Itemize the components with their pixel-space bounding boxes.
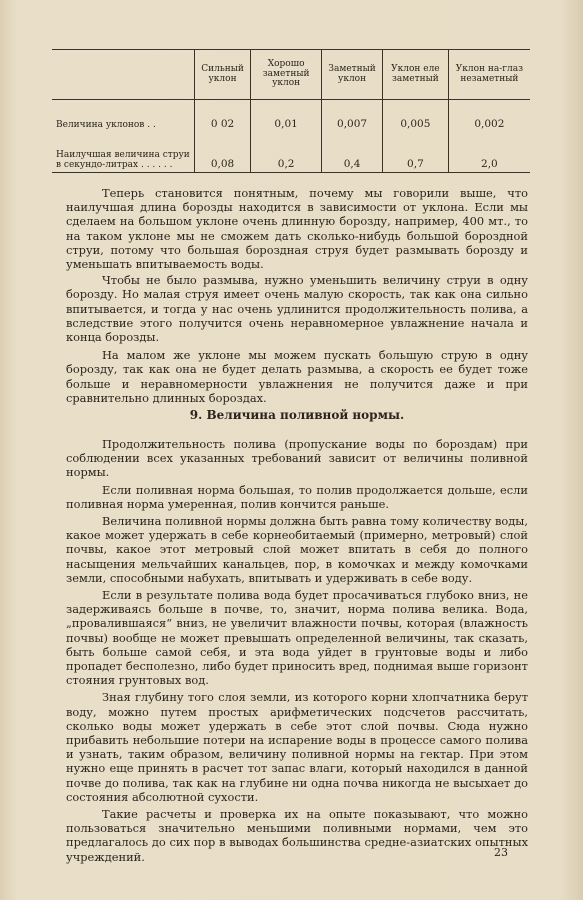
table-cell: 0,002 (448, 100, 530, 131)
section-heading: 9. Величина поливной нормы. (189, 408, 405, 422)
table-row (52, 130, 530, 173)
table-cell: 0,01 (251, 100, 322, 131)
table-header-cell: Сильный уклон (195, 50, 251, 100)
table-header-stub (52, 50, 195, 100)
table-cell: 0,007 (322, 100, 383, 131)
table-cell: 0 02 (195, 100, 251, 131)
paragraph: Чтобы не было размыва, нужно уменьшить величину струи в одну борозду. Но малая струя имеет очень малую скорость, так как она сильно впитывается, и тогда у нас очень удлинится продолжительность полива, а вследствие этого получится очень неравномерное увлажнение начала и конца борозды. (66, 273, 528, 345)
page-number: 23 (494, 846, 508, 859)
table-cell: 2,0 (448, 130, 530, 173)
text-block-upper (66, 186, 528, 405)
paragraph: Величина поливной нормы должна быть равна тому количеству воды, какое может удержать в себе корнеобитаемый (примерно, метровый) слой почвы, какое этот метровый слой может впитать в себя до полного насыщения мельчайших канальцев, пор, в комочках и между комочками земли, способными набухать, впитывать и удерживать в себе воду. (66, 514, 528, 585)
paragraph: На малом же уклоне мы можем пускать большую струю в одну борозду, так как она не будет делать размыва, а скорость ее будет тоже больше и неравномерности увлажнения не получится даже и при сравнительно длинных бороздах. (66, 348, 528, 405)
paragraph: Теперь становится понятным, почему мы говорили выше, что наилучшая длина борозды находится в зависимости от уклона. Если мы сделаем на большом уклоне очень длинную борозду, например, 400 мт., то на таком уклоне мы не сможем дать сколько-нибудь большой бороздной струи, потому что большая бороздная струя будет размывать борозду и уменьшать впитываемость воды. (66, 186, 528, 272)
table-cell: 0,7 (383, 130, 449, 173)
table-row (52, 100, 530, 131)
paragraph: Если в результате полива вода будет просачиваться глубоко вниз, не задерживаясь больше в почве, то, значит, норма полива велика. Вода, „провалившаяся“ вниз, не увеличит влажности почвы, которая (влажность почвы) вообще не может превышать определенной величины, так сказать, быть больше самой себя, и эта вода уйдет в грунтовые воды и либо пропадет бесполезно, либо будет приносить вред, поднимая выше горизонт стояния грунтовых вод. (66, 588, 528, 688)
table-row-label: Величина уклонов . . (56, 119, 156, 130)
paragraph: Такие расчеты и проверка их на опыте показывают, что можно пользоваться значительно меньшими поливными нормами, чем это предлагалось до сих пор в выводах большинства средне-азиатских опытных учреждений. (66, 807, 528, 864)
text-block-lower (66, 437, 528, 864)
table-cell: 0,005 (383, 100, 449, 131)
table-cell: 0,4 (322, 130, 383, 173)
paragraph: Если поливная норма большая, то полив продолжается дольше, если поливная норма умеренная, полив кончится раньше. (66, 482, 528, 511)
table-header-cell: Уклон на-глаз незаметный (448, 50, 530, 100)
paragraph: Продолжительность полива (пропускание воды по бороздам) при соблюдении всех указанных требований зависит от величины поливной нормы. (66, 437, 528, 480)
table-header-cell: Хорошо заметный уклон (251, 50, 322, 100)
table-cell: 0,08 (195, 130, 251, 173)
table-header-cell: Заметный уклон (322, 50, 383, 100)
table-cell: 0,2 (251, 130, 322, 173)
table-header-cell: Уклон еле заметный (383, 50, 449, 100)
table-header-row (52, 50, 530, 100)
table-row-label: Наилучшая величина струи в секундо-литрах . . . . . . (52, 130, 195, 173)
slope-table (52, 49, 530, 173)
paragraph: Зная глубину того слоя земли, из которого корни хлопчатника берут воду, можно путем простых арифметических подсчетов рассчитать, сколько воды может удержать в себе этот слой почвы. Сюда нужно прибавить небольшие потери на испарение воды в процессе самого полива и узнать, таким образом, величину поливной нормы на гектар. При этом нужно еще принять в расчет тот запас влаги, который находился в данной почве до полива, так как на глубине ни одна почва никогда не высыхает до состояния абсолютной сухости. (66, 690, 528, 804)
